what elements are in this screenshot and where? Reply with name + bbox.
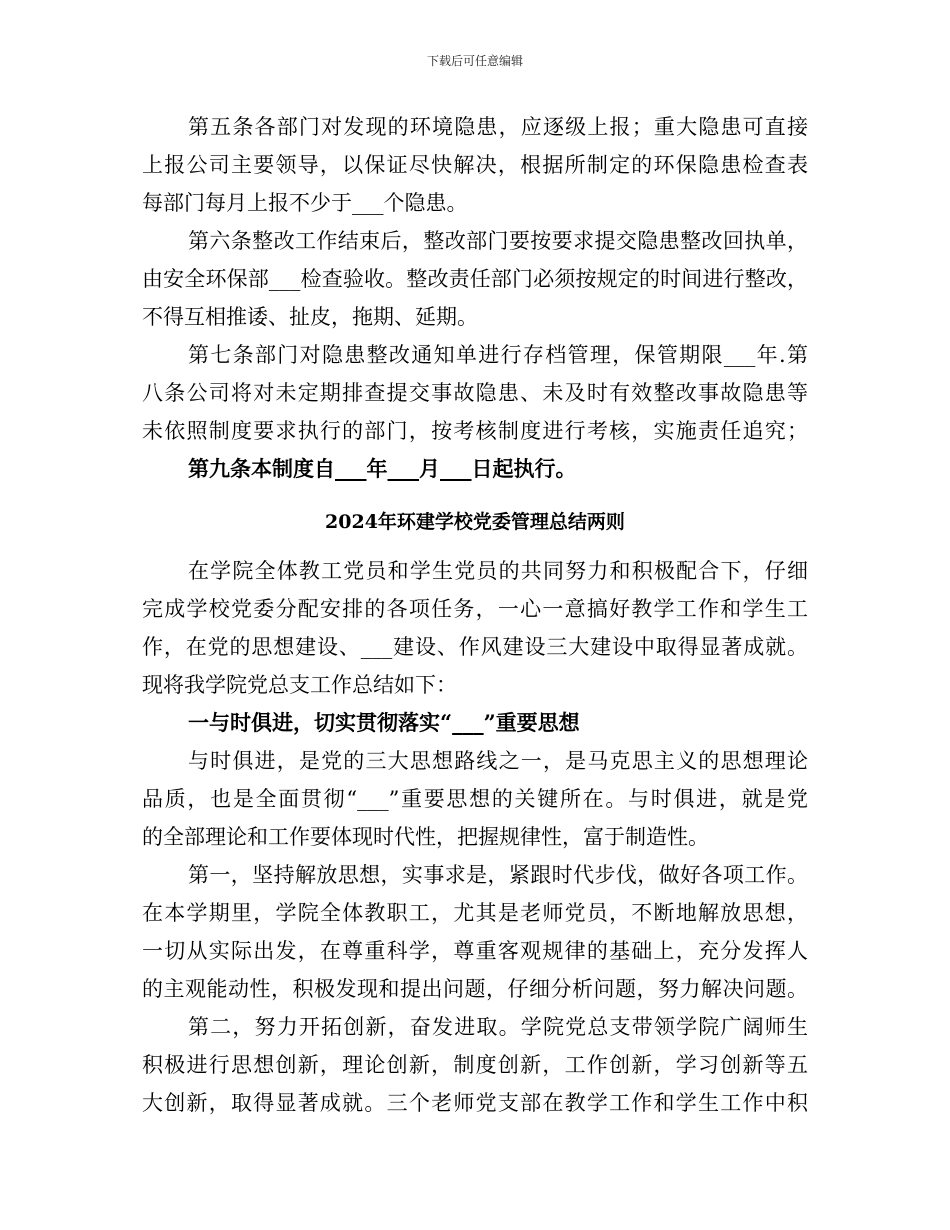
text-line: 八条公司将对未定期排查提交事故隐患、未及时有效整改事故隐患等 xyxy=(142,381,808,405)
body-paragraph-1 xyxy=(142,742,808,856)
text-line: 在学院全体教工党员和学生党员的共同努力和积极配合下，仔细 xyxy=(188,559,808,583)
text-line: 上报公司主要领导，以保证尽快解决，根据所制定的环保隐患检查表 xyxy=(142,153,808,177)
subheading: 一与时俱进，切实贯彻落实“___”重要思想 xyxy=(188,710,580,735)
text-line: 第五条各部门对发现的环境隐患，应逐级上报；重大隐患可直接 xyxy=(188,115,808,139)
document-body xyxy=(142,108,808,1122)
text-line: 的全部理论和工作要体现时代性，把握规律性，富于制造性。 xyxy=(142,825,709,849)
text-line: 每部门每月上报不少于___个隐患。 xyxy=(142,191,468,215)
article-7-paragraph xyxy=(142,336,808,450)
intro-paragraph xyxy=(142,552,808,704)
text-line: 第六条整改工作结束后，整改部门要按要求提交隐患整改回执单， xyxy=(188,229,808,253)
text-line: 一切从实际出发，在尊重科学，尊重客观规律的基础上，充分发挥人 xyxy=(142,939,808,963)
text-line: 现将我学院党总支工作总结如下： xyxy=(142,673,457,697)
body-paragraph-2 xyxy=(142,856,808,1008)
subheading-paragraph xyxy=(142,704,808,742)
text-line: 第七条部门对隐患整改通知单进行存档管理，保管期限___年.第 xyxy=(188,343,808,367)
text-line: 的主观能动性，积极发现和提出问题，仔细分析问题，努力解决问题。 xyxy=(142,977,808,1001)
text-line: 未依照制度要求执行的部门，按考核制度进行考核，实施责任追究； xyxy=(142,419,808,443)
text-line: 第九条本制度自___年___月___日起执行。 xyxy=(188,456,577,481)
text-line: 由安全环保部___检查验收。整改责任部门必须按规定的时间进行整改， xyxy=(142,267,808,291)
text-line: 第一，坚持解放思想，实事求是，紧跟时代步伐，做好各项工作。 xyxy=(188,863,808,887)
text-line: 品质，也是全面贯彻“___”重要思想的关键所在。与时俱进，就是党 xyxy=(142,787,808,811)
section-title: 2024年环建学校党委管理总结两则 xyxy=(325,511,625,533)
text-line: 第二，努力开拓创新，奋发进取。学院党总支带领学院广阔师生 xyxy=(188,1015,808,1039)
article-5-paragraph xyxy=(142,108,808,222)
text-line: 积极进行思想创新，理论创新，制度创新，工作创新，学习创新等五 xyxy=(142,1053,808,1077)
text-line: 在本学期里，学院全体教职工，尤其是老师党员，不断地解放思想， xyxy=(142,901,808,925)
text-line: 与时俱进，是党的三大思想路线之一，是马克思主义的思想理论 xyxy=(188,749,808,773)
text-line: 作，在党的思想建设、___建设、作风建设三大建设中取得显著成就。 xyxy=(142,635,808,659)
body-paragraph-3 xyxy=(142,1008,808,1122)
text-line: 大创新，取得显著成就。三个老师党支部在教学工作和学生工作中积 xyxy=(142,1091,808,1115)
text-line: 完成学校党委分配安排的各项任务，一心一意搞好教学工作和学生工 xyxy=(142,597,808,621)
article-6-paragraph xyxy=(142,222,808,336)
article-9-paragraph xyxy=(142,450,808,488)
text-line: 不得互相推诿、扯皮，拖期、延期。 xyxy=(142,305,478,329)
page-header: 下载后可任意编辑 xyxy=(426,54,523,68)
